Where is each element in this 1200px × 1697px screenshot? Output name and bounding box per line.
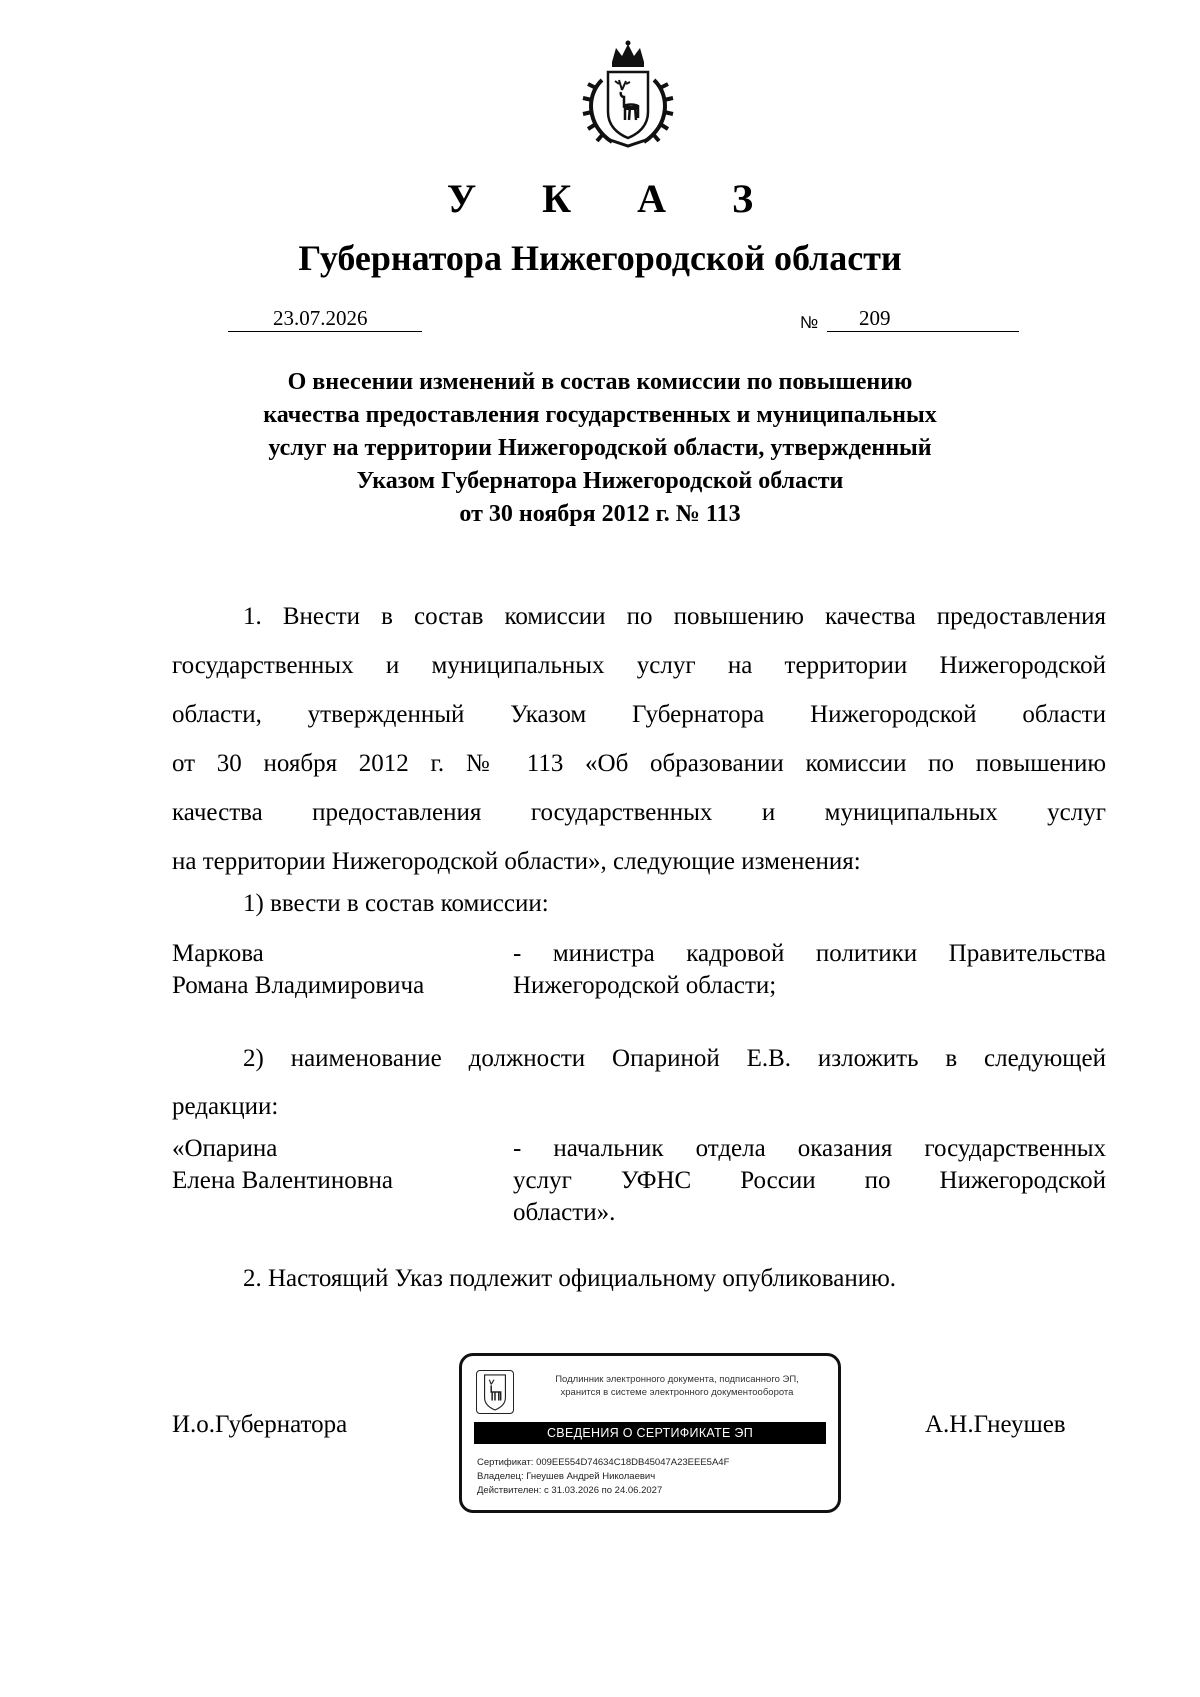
document-date: 23.07.2026 xyxy=(228,306,422,332)
position-line: - начальник отдела оказания государственных xyxy=(513,1135,1106,1162)
certificate-owner: Владелец: Гнеушев Андрей Николаевич xyxy=(477,1471,656,1482)
document-number: 209 xyxy=(827,306,1019,332)
person-name-line: Маркова xyxy=(172,940,264,967)
paragraph-line: 2) наименование должности Опариной Е.В. изложить в следующей xyxy=(243,1045,1106,1072)
certificate-id: Сертификат: 009EE554D74634C18DB45047A23EEE5A4F xyxy=(477,1457,730,1468)
stamp-note-line: Подлинник электронного документа, подписанного ЭП, xyxy=(555,1374,799,1385)
paragraph-line: качества предоставления государственных и муниципальных услуг xyxy=(172,799,1106,826)
issuer-title: Губернатора Нижегородской области xyxy=(298,238,902,278)
coat-of-arms-icon xyxy=(572,40,684,150)
signatory-name: А.Н.Гнеушев xyxy=(925,1411,1066,1438)
item-1: 1) ввести в состав комиссии: xyxy=(243,890,549,917)
paragraph-line: от 30 ноября 2012 г. № 113 «Об образовании комиссии по повышению xyxy=(172,750,1106,777)
person-2-position xyxy=(513,1133,1106,1229)
stamp-note xyxy=(522,1373,832,1399)
position-line: услуг УФНС России по Нижегородской xyxy=(513,1167,1106,1194)
position-line: области». xyxy=(513,1199,616,1226)
signatory-position: И.о.Губернатора xyxy=(172,1411,348,1438)
person-name-line: «Опарина xyxy=(172,1135,278,1162)
number-sign: № xyxy=(800,313,819,332)
certificate-validity: Действителен: с 31.03.2026 по 24.06.2027 xyxy=(477,1485,663,1496)
subject-line: услуг на территории Нижегородской области, утвержденный xyxy=(268,435,932,461)
paragraph-1 xyxy=(172,592,1106,886)
position-line: Нижегородской области; xyxy=(513,972,777,999)
person-2-name xyxy=(172,1133,393,1197)
paragraph-line: 1. Внести в состав комиссии по повышению качества предоставления xyxy=(243,603,1106,630)
person-name-line: Романа Владимировича xyxy=(172,972,425,999)
subject-line: от 30 ноября 2012 г. № 113 xyxy=(459,501,741,527)
subject-line: Указом Губернатора Нижегородской области xyxy=(356,468,844,494)
document-type-title: У К А З xyxy=(446,176,782,221)
stamp-note-line: хранится в системе электронного документооборота xyxy=(560,1387,794,1398)
person-name-line: Елена Валентиновна xyxy=(172,1167,393,1194)
paragraph-line: на территории Нижегородской области», следующие изменения: xyxy=(172,848,861,875)
subject-line: О внесении изменений в состав комиссии по повышению xyxy=(287,369,913,395)
deer-emblem-icon xyxy=(476,1370,514,1414)
paragraph-line: государственных и муниципальных услуг на территории Нижегородской xyxy=(172,652,1106,679)
item-2 xyxy=(172,1035,1106,1131)
electronic-signature-stamp xyxy=(459,1353,841,1513)
paragraph-line: области, утвержденный Указом Губернатора Нижегородской области xyxy=(172,701,1106,728)
certificate-details xyxy=(477,1456,729,1498)
paragraph-2: 2. Настоящий Указ подлежит официальному опубликованию. xyxy=(243,1265,897,1292)
paragraph-line: редакции: xyxy=(172,1093,279,1120)
person-1-name xyxy=(172,938,424,1002)
person-1-position xyxy=(513,938,1106,1002)
document-subject xyxy=(150,366,1050,531)
subject-line: качества предоставления государственных и муниципальных xyxy=(263,402,937,428)
position-line: - министра кадровой политики Правительства xyxy=(513,940,1106,967)
certificate-info-header: СВЕДЕНИЯ О СЕРТИФИКАТЕ ЭП xyxy=(474,1422,826,1444)
